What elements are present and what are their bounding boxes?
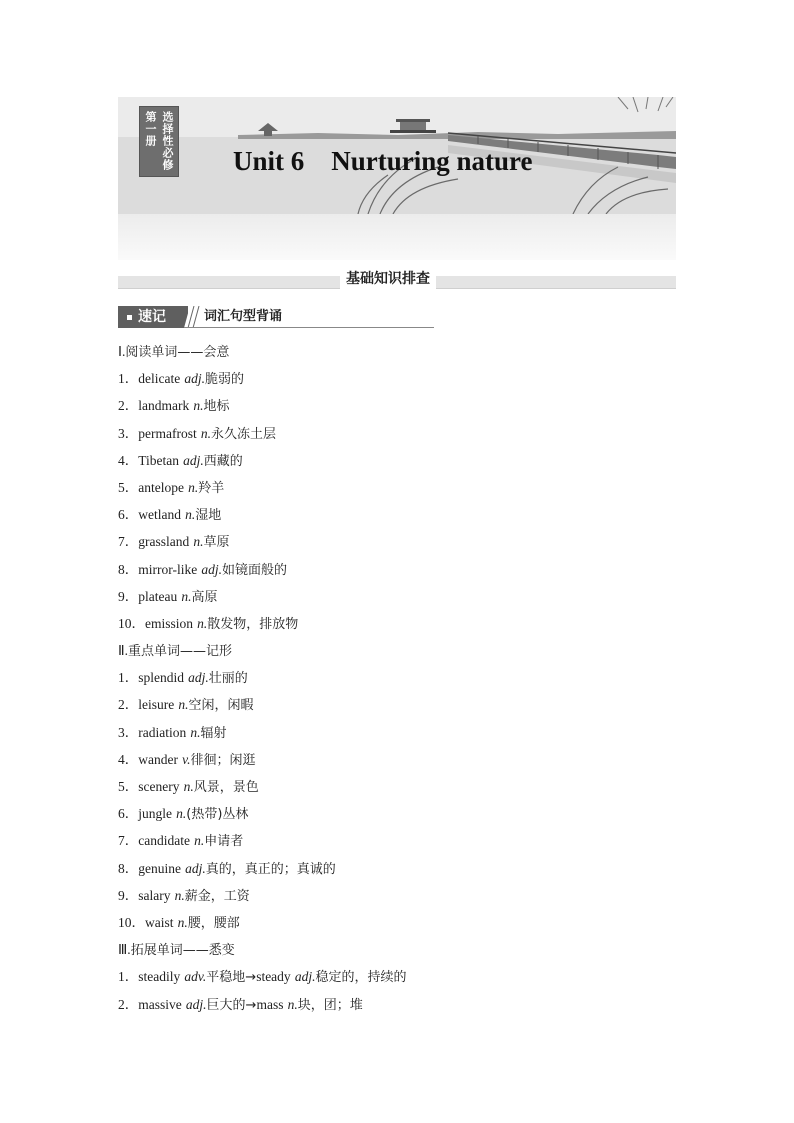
item-number: 5．	[118, 779, 139, 794]
chinese-meaning: 拓展单词——悉变	[130, 943, 235, 959]
part-of-speech: n.	[177, 914, 188, 930]
chinese-meaning: 脆弱的	[205, 372, 245, 388]
derived-word: mass	[256, 996, 284, 1012]
section-heading	[118, 938, 678, 965]
subheader-underline	[184, 327, 434, 328]
part-of-speech: adj.	[185, 860, 206, 876]
vocab-item	[118, 503, 678, 530]
chinese-meaning: 西藏的	[203, 453, 243, 469]
vocab-word: wander	[138, 751, 178, 767]
chinese-meaning: 地标	[203, 399, 230, 415]
vocab-item	[118, 748, 678, 775]
vocab-item	[118, 612, 678, 639]
item-number: 7．	[118, 534, 139, 550]
vocab-word: grassland	[138, 534, 190, 550]
chinese-meaning: 辐射	[200, 725, 227, 741]
subheader	[118, 306, 434, 328]
vocab-word: emission	[145, 615, 194, 631]
part-of-speech: adj.	[184, 371, 206, 387]
part-of-speech: n.	[174, 887, 185, 903]
part-of-speech: v.	[182, 751, 191, 767]
vocab-item	[118, 802, 678, 829]
vocab-word: mirror-like	[138, 561, 198, 577]
item-number: 3．	[118, 724, 139, 740]
chinese-meaning: (热带)丛林	[186, 807, 249, 823]
vocab-item	[118, 884, 678, 911]
vocab-word: radiation	[138, 724, 187, 740]
vocab-word: candidate	[138, 833, 190, 849]
vocab-word: massive	[138, 996, 182, 1012]
chinese-meaning: 巨大的	[206, 997, 246, 1013]
derived-part-of-speech: n.	[287, 996, 298, 1012]
vocab-item	[118, 693, 678, 720]
chinese-meaning: 薪金，工资	[184, 888, 250, 904]
item-number: 1．	[118, 371, 139, 387]
chinese-meaning: 空闲，闲暇	[188, 698, 254, 714]
section-heading	[118, 639, 678, 666]
vocab-item	[118, 476, 678, 503]
banner-shadow	[118, 214, 676, 260]
part-of-speech: n.	[190, 724, 201, 740]
vocabulary-list	[118, 340, 678, 1020]
vocab-item	[118, 829, 678, 856]
item-number: 2．	[118, 697, 139, 713]
part-of-speech: adj.	[185, 996, 207, 1012]
part-of-speech: adj.	[183, 452, 204, 468]
chinese-meaning: 散发物，排放物	[207, 616, 299, 632]
vocab-item	[118, 367, 678, 394]
item-number: 8．	[118, 860, 139, 876]
item-number: 10．	[118, 615, 145, 631]
part-of-speech: n.	[193, 534, 204, 550]
subheader-label: 词汇句型背诵	[204, 309, 283, 324]
chinese-meaning: 真的，真正的；真诚的	[205, 861, 336, 877]
subheader-tag-text: 速记	[138, 309, 166, 325]
part-of-speech: n.	[194, 833, 205, 849]
chinese-meaning: 重点单词——记形	[128, 644, 233, 660]
vocab-item	[118, 394, 678, 421]
section-title: 基础知识排查	[340, 268, 436, 290]
subheader-tag	[118, 306, 188, 328]
item-number: 2．	[118, 996, 139, 1012]
item-number: 4．	[118, 452, 139, 468]
part-of-speech: n.	[181, 588, 192, 604]
derived-word: steady	[256, 969, 291, 985]
vocab-word: delicate	[138, 371, 181, 387]
vocab-word: landmark	[138, 398, 190, 414]
part-of-speech: n.	[183, 779, 194, 794]
item-number: 4．	[118, 751, 139, 767]
derived-meaning: 稳定的，持续的	[315, 970, 407, 986]
vocab-item	[118, 857, 678, 884]
square-bullet-icon	[127, 315, 132, 320]
part-of-speech: adj.	[188, 670, 209, 686]
item-number: 9．	[118, 887, 139, 903]
vocab-item	[118, 965, 678, 992]
chinese-meaning: 羚羊	[198, 480, 225, 496]
vocab-item	[118, 422, 678, 449]
vocab-word: scenery	[138, 779, 180, 794]
vocab-item	[118, 666, 678, 693]
item-number: 6．	[118, 806, 139, 822]
vocab-item	[118, 449, 678, 476]
part-of-speech: adv.	[184, 969, 207, 985]
vocab-word: splendid	[138, 670, 184, 686]
vocab-word: jungle	[138, 806, 172, 822]
chinese-meaning: 湿地	[195, 508, 222, 524]
derived-part-of-speech: adj.	[294, 969, 316, 985]
vocab-word: genuine	[138, 860, 181, 876]
vocab-word: antelope	[138, 479, 184, 495]
volume-tag-col-2: 第一册	[144, 111, 157, 147]
chinese-meaning: 腰，腰部	[187, 915, 240, 931]
vocab-word: leisure	[138, 697, 175, 713]
part-of-speech: n.	[185, 507, 196, 523]
part-of-speech: n.	[200, 425, 211, 441]
item-number: 7．	[118, 833, 139, 849]
item-number: 8．	[118, 561, 139, 577]
part-of-speech: n.	[176, 806, 187, 822]
derived-meaning: 块，团；堆	[297, 997, 363, 1013]
part-of-speech: n.	[193, 398, 204, 414]
item-number: 3．	[118, 425, 139, 441]
section-heading	[118, 340, 678, 367]
chinese-meaning: 高原	[191, 589, 218, 605]
item-number: 1．	[118, 670, 139, 686]
vocab-item	[118, 911, 678, 938]
chinese-meaning: 草原	[203, 535, 230, 551]
vocab-word: salary	[138, 887, 171, 903]
part-of-speech: n.	[178, 697, 189, 713]
item-number: Ⅲ.	[118, 942, 131, 958]
item-number: Ⅱ.	[118, 643, 129, 659]
chinese-meaning: 申请者	[204, 834, 244, 850]
vocab-item	[118, 530, 678, 557]
vocab-word: Tibetan	[138, 452, 180, 468]
item-number: 2．	[118, 398, 139, 414]
vocab-item	[118, 558, 678, 585]
chinese-meaning: 平稳地	[206, 970, 246, 986]
item-number: 1．	[118, 969, 139, 985]
part-of-speech: n.	[188, 479, 199, 495]
volume-tag-col-1: 选择性必修	[161, 111, 174, 171]
vocab-word: steadily	[138, 969, 181, 985]
chinese-meaning: 阅读单词——会意	[125, 345, 230, 360]
chinese-meaning: 壮丽的	[208, 671, 248, 687]
item-number: 5．	[118, 479, 139, 495]
part-of-speech: adj.	[201, 561, 222, 577]
derivation-arrow: →	[245, 997, 257, 1013]
vocab-item	[118, 993, 678, 1020]
derivation-arrow: →	[245, 970, 257, 986]
vocab-item	[118, 775, 678, 802]
chinese-meaning: 风景，景色	[193, 780, 259, 795]
unit-title: Unit 6 Nurturing nature	[233, 146, 533, 176]
vocab-item	[118, 721, 678, 748]
part-of-speech: n.	[197, 615, 208, 631]
vocab-item	[118, 585, 678, 612]
item-number: Ⅰ.	[118, 344, 126, 359]
chinese-meaning: 徘徊；闲逛	[190, 752, 256, 768]
vocab-word: wetland	[138, 507, 181, 523]
vocab-word: waist	[145, 914, 174, 930]
vocab-word: permafrost	[138, 425, 197, 441]
chinese-meaning: 如镜面般的	[222, 562, 288, 578]
volume-tag	[139, 106, 179, 177]
double-slash-icon	[184, 306, 202, 328]
item-number: 9．	[118, 588, 139, 604]
item-number: 6．	[118, 507, 139, 523]
chinese-meaning: 永久冻土层	[211, 426, 277, 442]
item-number: 10．	[118, 914, 145, 930]
vocab-word: plateau	[138, 588, 178, 604]
